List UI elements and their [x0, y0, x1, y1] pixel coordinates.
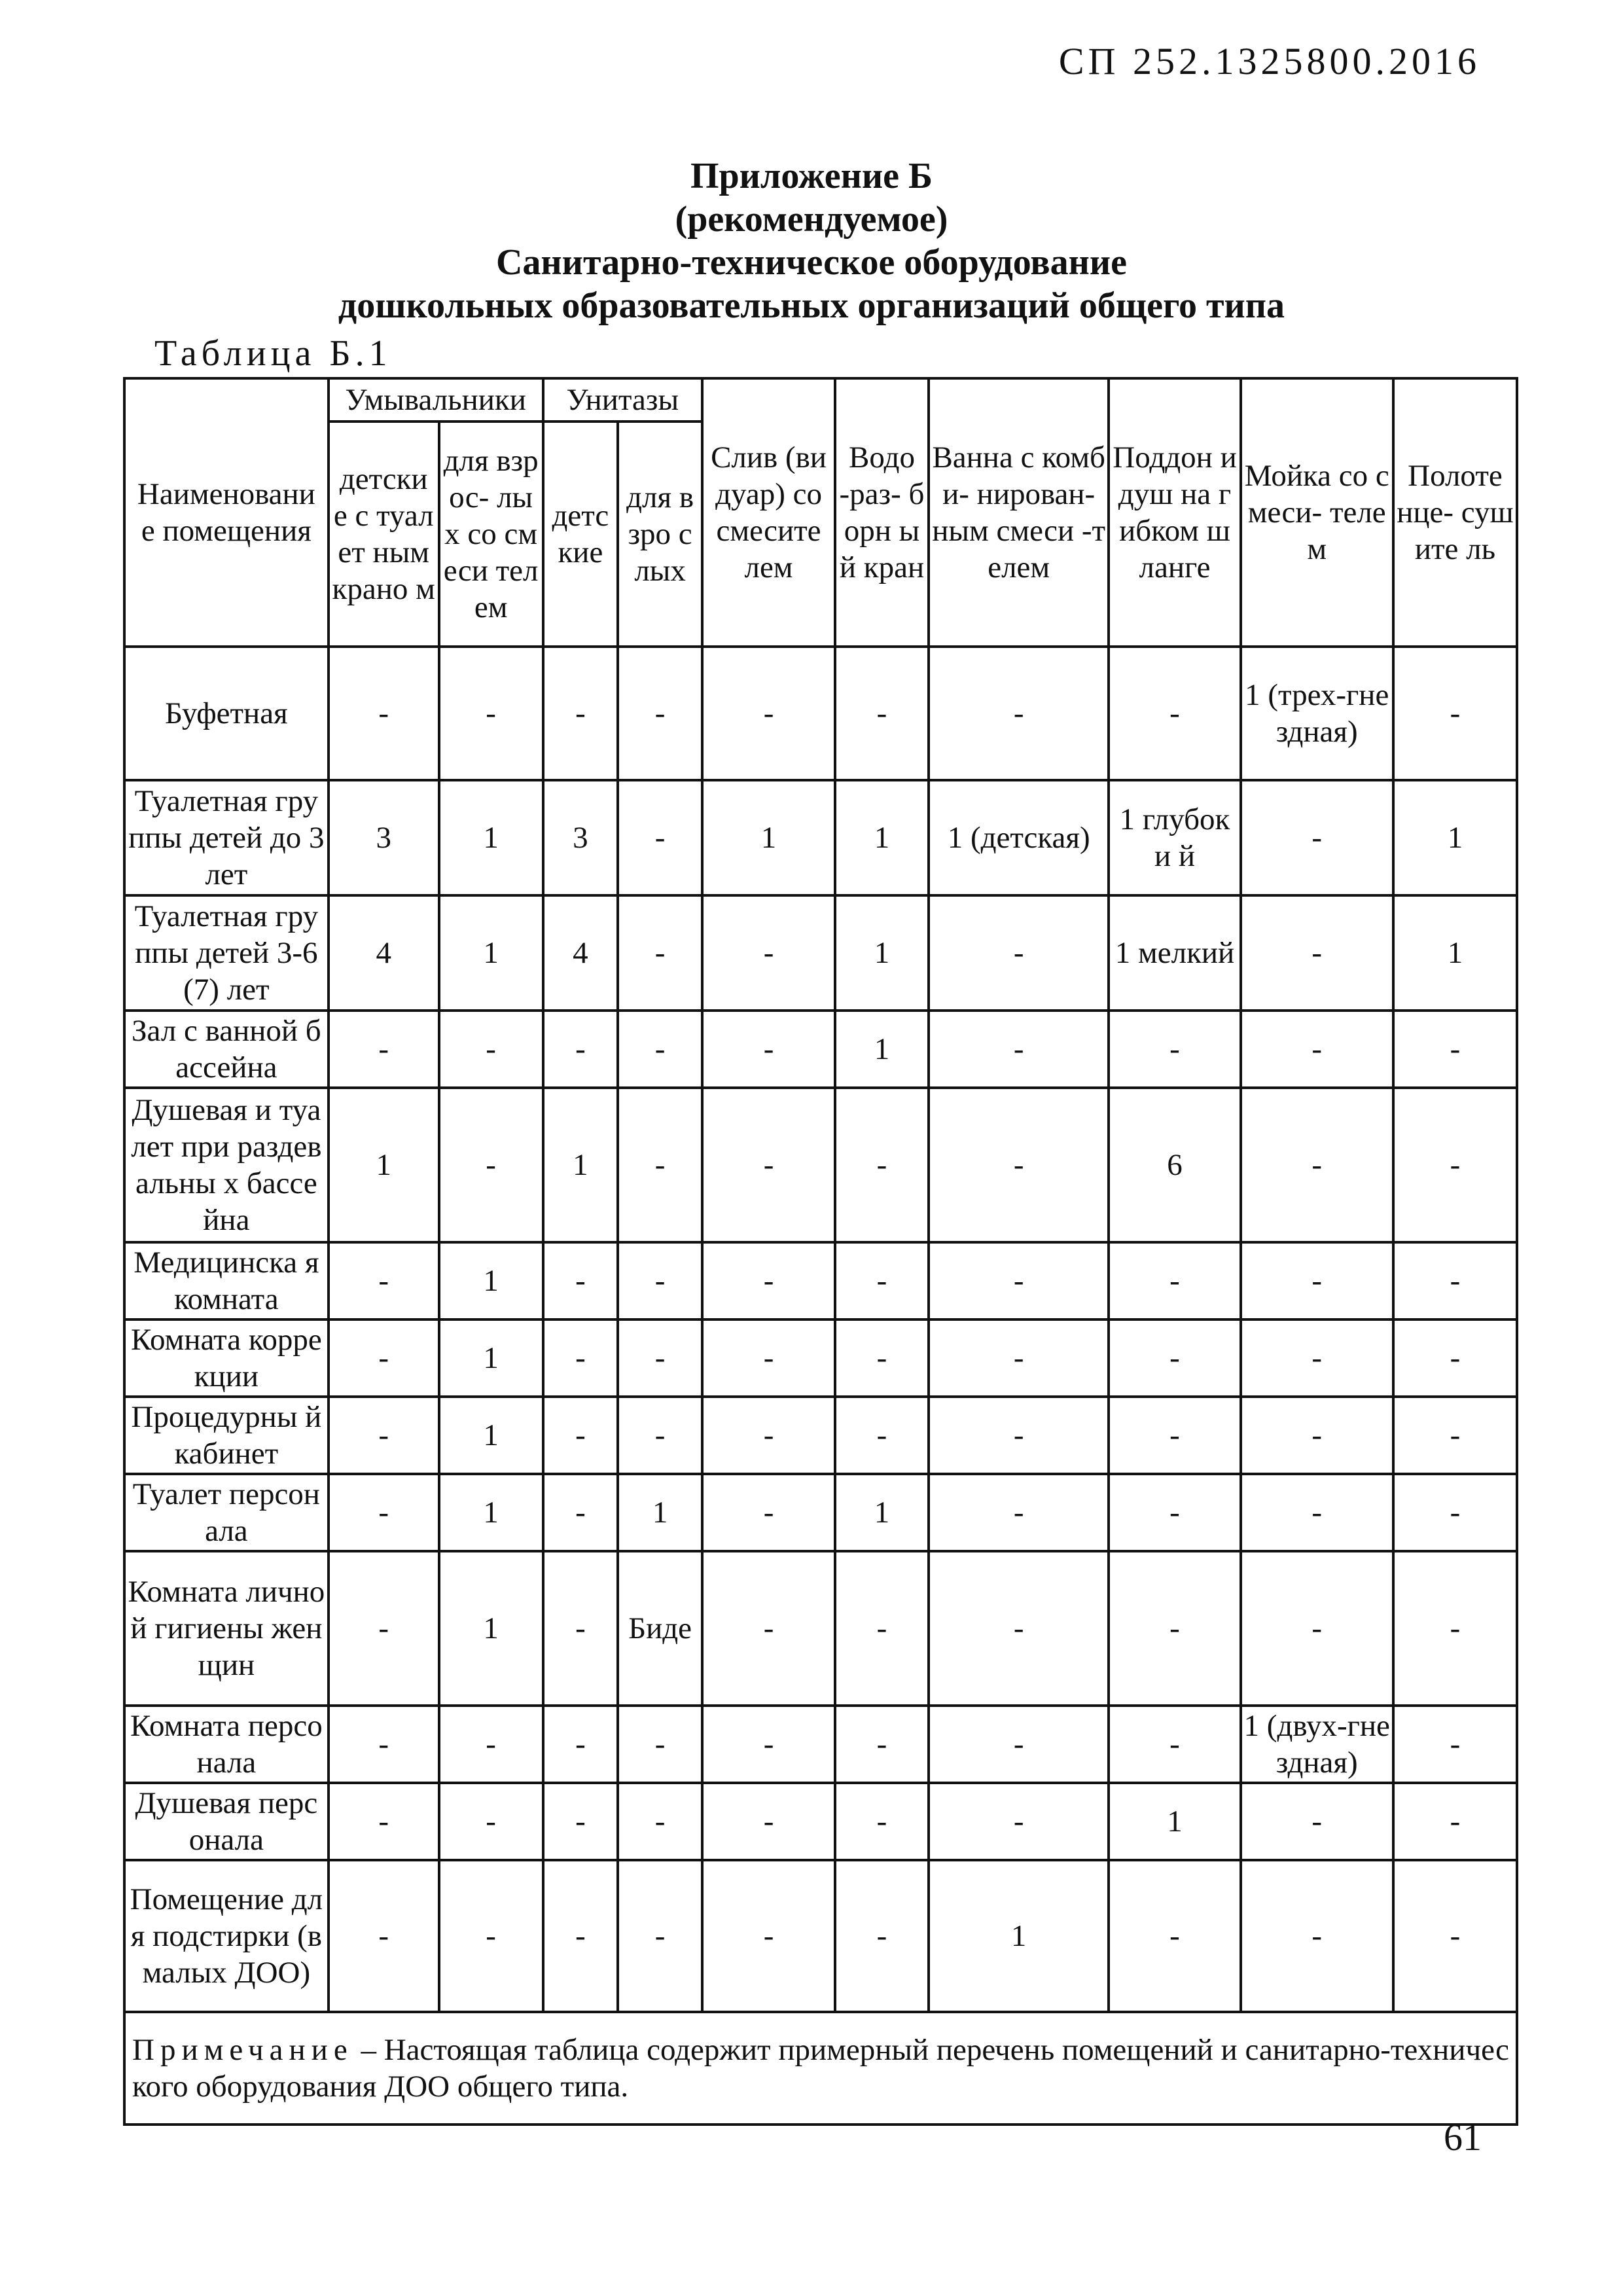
value-cell: -: [1393, 1319, 1517, 1397]
value-cell: -: [929, 895, 1109, 1011]
room-name-cell: Медицинска я комната: [124, 1242, 329, 1319]
value-cell: -: [439, 1706, 543, 1783]
value-cell: -: [929, 1319, 1109, 1397]
value-cell: -: [835, 647, 929, 780]
value-cell: -: [1109, 1860, 1240, 2012]
value-cell: 1: [439, 1551, 543, 1706]
value-cell: -: [929, 647, 1109, 780]
room-name-cell: Комната личной гигиены женщин: [124, 1551, 329, 1706]
value-cell: -: [1241, 895, 1393, 1011]
value-cell: -: [929, 1706, 1109, 1783]
room-name-cell: Зал с ванной бассейна: [124, 1011, 329, 1088]
value-cell: -: [329, 1397, 439, 1474]
value-cell: -: [835, 1783, 929, 1860]
note-label: Примечание: [132, 2033, 353, 2067]
value-cell: -: [1393, 647, 1517, 780]
table-row: [124, 1011, 1517, 1088]
value-cell: -: [543, 647, 618, 780]
value-cell: -: [439, 1088, 543, 1242]
value-cell: -: [1109, 647, 1240, 780]
value-cell: -: [329, 1319, 439, 1397]
value-cell: -: [1393, 1860, 1517, 2012]
value-cell: 6: [1109, 1088, 1240, 1242]
value-cell: -: [329, 647, 439, 780]
value-cell: -: [835, 1860, 929, 2012]
value-cell: 1: [439, 895, 543, 1011]
value-cell: -: [702, 1397, 835, 1474]
table-row: [124, 1397, 1517, 1474]
appendix-title-line-2: дошкольных образовательных организаций общего типа: [338, 285, 1285, 326]
value-cell: -: [929, 1783, 1109, 1860]
value-cell: -: [929, 1011, 1109, 1088]
header-washbasin-adults: для взрос- лых со смеси телем: [439, 422, 543, 647]
room-name-cell: Комната коррекции: [124, 1319, 329, 1397]
value-cell: -: [929, 1397, 1109, 1474]
value-cell: -: [835, 1242, 929, 1319]
value-cell: -: [329, 1474, 439, 1551]
header-towel-dryer: Полоте нце- сушите ль: [1393, 378, 1517, 647]
sanitary-equipment-table: [123, 377, 1518, 2126]
value-cell: 3: [329, 780, 439, 895]
table-row: [124, 1706, 1517, 1783]
value-cell: 1: [1393, 780, 1517, 895]
room-name-cell: Туалет персонала: [124, 1474, 329, 1551]
value-cell: -: [702, 895, 835, 1011]
table-body: [124, 378, 1517, 2125]
value-cell: 1: [929, 1860, 1109, 2012]
header-tap: Водо -раз- борн ый кран: [835, 378, 929, 647]
header-urinal: Слив (видуар) со смесите лем: [702, 378, 835, 647]
value-cell: -: [1109, 1706, 1240, 1783]
value-cell: 1 (трех-гнездная): [1241, 647, 1393, 780]
value-cell: 1 (детская): [929, 780, 1109, 895]
value-cell: -: [543, 1397, 618, 1474]
value-cell: 1 мелкий: [1109, 895, 1240, 1011]
value-cell: -: [543, 1011, 618, 1088]
appendix-title-line-1: Санитарно-техническое оборудование: [495, 242, 1128, 283]
value-cell: -: [1109, 1242, 1240, 1319]
value-cell: -: [835, 1551, 929, 1706]
value-cell: -: [618, 1860, 702, 2012]
header-washbasins: Умывальники: [329, 378, 543, 422]
value-cell: -: [1109, 1319, 1240, 1397]
value-cell: -: [1393, 1088, 1517, 1242]
value-cell: -: [1241, 1397, 1393, 1474]
table-row: [124, 1474, 1517, 1551]
room-name-cell: Душевая и туалет при раздевальны х бассейна: [124, 1088, 329, 1242]
value-cell: 1: [702, 780, 835, 895]
table-row: [124, 1242, 1517, 1319]
value-cell: -: [618, 1706, 702, 1783]
value-cell: -: [329, 1551, 439, 1706]
value-cell: -: [702, 1474, 835, 1551]
value-cell: -: [543, 1242, 618, 1319]
value-cell: 1: [543, 1088, 618, 1242]
value-cell: -: [702, 1088, 835, 1242]
header-washbasin-children: детски е с туалет ным крано м: [329, 422, 439, 647]
value-cell: -: [929, 1474, 1109, 1551]
value-cell: 4: [329, 895, 439, 1011]
value-cell: -: [1241, 1860, 1393, 2012]
value-cell: 1: [1393, 895, 1517, 1011]
value-cell: -: [702, 647, 835, 780]
value-cell: -: [702, 1706, 835, 1783]
room-name-cell: Туалетная группы детей до 3 лет: [124, 780, 329, 895]
value-cell: -: [329, 1706, 439, 1783]
value-cell: -: [618, 895, 702, 1011]
value-cell: -: [702, 1319, 835, 1397]
value-cell: -: [1241, 1474, 1393, 1551]
value-cell: 1: [439, 1474, 543, 1551]
value-cell: -: [1109, 1474, 1240, 1551]
value-cell: 1: [618, 1474, 702, 1551]
value-cell: -: [835, 1088, 929, 1242]
value-cell: 1: [439, 1242, 543, 1319]
value-cell: -: [439, 647, 543, 780]
table-title: Таблица Б.1: [154, 333, 392, 374]
value-cell: 1: [835, 1011, 929, 1088]
value-cell: -: [618, 1783, 702, 1860]
value-cell: -: [702, 1011, 835, 1088]
value-cell: -: [439, 1860, 543, 2012]
value-cell: -: [329, 1783, 439, 1860]
table-row: [124, 647, 1517, 780]
room-name-cell: Туалетная группы детей 3-6 (7) лет: [124, 895, 329, 1011]
value-cell: 1: [439, 1319, 543, 1397]
header-shower-tray: Поддон и душ на гибком шланге: [1109, 378, 1240, 647]
value-cell: -: [702, 1860, 835, 2012]
value-cell: -: [1393, 1551, 1517, 1706]
value-cell: 1: [439, 780, 543, 895]
value-cell: -: [1241, 1011, 1393, 1088]
value-cell: 1: [835, 895, 929, 1011]
value-cell: -: [835, 1319, 929, 1397]
value-cell: -: [1241, 1242, 1393, 1319]
value-cell: -: [439, 1011, 543, 1088]
value-cell: -: [329, 1860, 439, 2012]
value-cell: -: [329, 1011, 439, 1088]
page-number: 61: [1444, 2116, 1482, 2159]
value-cell: -: [618, 1319, 702, 1397]
value-cell: -: [1241, 1551, 1393, 1706]
value-cell: -: [1241, 780, 1393, 895]
table-row: [124, 780, 1517, 895]
note-cell: [124, 2012, 1517, 2125]
table-row: [124, 1783, 1517, 1860]
value-cell: -: [618, 1088, 702, 1242]
value-cell: -: [1393, 1011, 1517, 1088]
value-cell: -: [618, 1397, 702, 1474]
value-cell: -: [835, 1397, 929, 1474]
value-cell: -: [1241, 1088, 1393, 1242]
room-name-cell: Процедурны й кабинет: [124, 1397, 329, 1474]
value-cell: -: [543, 1860, 618, 2012]
value-cell: -: [835, 1706, 929, 1783]
table-row: [124, 895, 1517, 1011]
value-cell: -: [702, 1242, 835, 1319]
header-room: Наименовани е помещения: [124, 378, 329, 647]
table-row: [124, 1088, 1517, 1242]
table-row: [124, 1319, 1517, 1397]
value-cell: -: [543, 1706, 618, 1783]
header-sink: Мойка со смеси- телем: [1241, 378, 1393, 647]
note-row: [124, 2012, 1517, 2125]
value-cell: -: [543, 1319, 618, 1397]
value-cell: -: [1241, 1783, 1393, 1860]
value-cell: -: [1393, 1706, 1517, 1783]
value-cell: -: [929, 1242, 1109, 1319]
header-toilet-children: детс кие: [543, 422, 618, 647]
value-cell: 1: [835, 1474, 929, 1551]
value-cell: -: [618, 647, 702, 780]
value-cell: -: [1393, 1242, 1517, 1319]
value-cell: -: [439, 1783, 543, 1860]
room-name-cell: Буфетная: [124, 647, 329, 780]
value-cell: 1 глубоки й: [1109, 780, 1240, 895]
appendix-status: (рекомендуемое): [675, 199, 948, 240]
value-cell: -: [929, 1088, 1109, 1242]
header-row-groups: [124, 378, 1517, 422]
value-cell: -: [618, 1011, 702, 1088]
value-cell: -: [543, 1474, 618, 1551]
value-cell: -: [1393, 1474, 1517, 1551]
room-name-cell: Помещение для подстирки (в малых ДОО): [124, 1860, 329, 2012]
value-cell: -: [702, 1551, 835, 1706]
value-cell: -: [702, 1783, 835, 1860]
value-cell: -: [929, 1551, 1109, 1706]
value-cell: 1 (двух-гнездная): [1241, 1706, 1393, 1783]
value-cell: -: [618, 1242, 702, 1319]
header-toilet-adults: для взро слых: [618, 422, 702, 647]
header-toilets: Унитазы: [543, 378, 702, 422]
header-bath: Ванна с комби- нирован- ным смеси -телем: [929, 378, 1109, 647]
room-name-cell: Комната персонала: [124, 1706, 329, 1783]
document-code: СП 252.1325800.2016: [1058, 40, 1480, 82]
value-cell: -: [618, 780, 702, 895]
value-cell: 3: [543, 780, 618, 895]
value-cell: 1: [835, 780, 929, 895]
value-cell: 1: [329, 1088, 439, 1242]
room-name-cell: Душевая персонала: [124, 1783, 329, 1860]
value-cell: -: [329, 1242, 439, 1319]
value-cell: 4: [543, 895, 618, 1011]
value-cell: 1: [439, 1397, 543, 1474]
value-cell: -: [1109, 1397, 1240, 1474]
value-cell: -: [543, 1551, 618, 1706]
value-cell: 1: [1109, 1783, 1240, 1860]
value-cell: -: [1109, 1011, 1240, 1088]
value-cell: Биде: [618, 1551, 702, 1706]
value-cell: -: [1393, 1397, 1517, 1474]
table-row: [124, 1860, 1517, 2012]
value-cell: -: [543, 1783, 618, 1860]
value-cell: -: [1393, 1783, 1517, 1860]
table-row: [124, 1551, 1517, 1706]
note-text: – Настоящая таблица содержит примерный перечень помещений и санитарно-технического оборудования ДОО общего типа.: [132, 2033, 1509, 2104]
value-cell: -: [1241, 1319, 1393, 1397]
appendix-heading: Приложение Б: [690, 156, 933, 196]
value-cell: -: [1109, 1551, 1240, 1706]
